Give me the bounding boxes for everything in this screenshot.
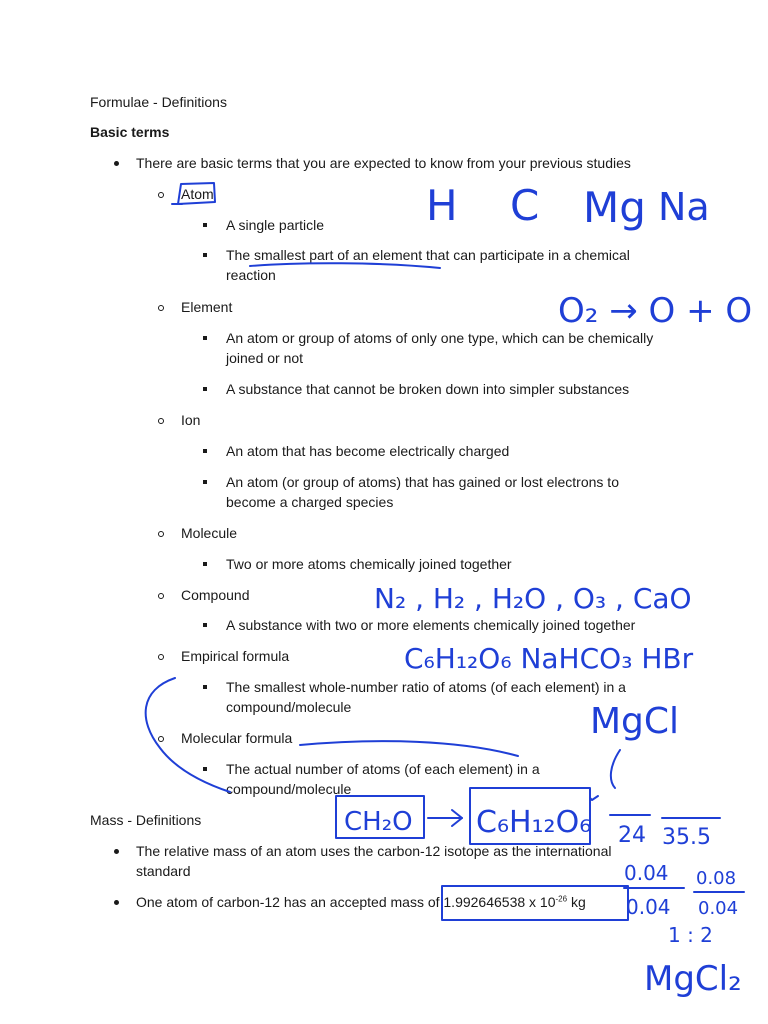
- term-compound: Compound: [181, 587, 250, 603]
- ink-ratio: 1 : 2: [668, 923, 713, 947]
- bullet-circle: [158, 531, 164, 537]
- ink-symbol-mg: Mg: [583, 183, 646, 232]
- term-empirical-formula: Empirical formula: [181, 648, 290, 664]
- ink-symbol-c: C: [510, 181, 540, 230]
- bullet-circle: [158, 736, 164, 742]
- bullet-disc: [114, 161, 119, 166]
- ink-calc-008: 0.08: [696, 868, 737, 889]
- atom-def-2-underlined: smallest part of an element: [254, 247, 423, 263]
- ion-def-2: An atom (or group of atoms) that has gained or lost electrons to become a charged species: [226, 474, 619, 510]
- empirical-def-1: The smallest whole-number ratio of atoms (of each element) in a compound/molecule: [226, 679, 626, 715]
- bullet-circle: [158, 192, 164, 198]
- ion-def-1: An atom that has become electrically charged: [226, 443, 510, 459]
- term-molecule: Molecule: [181, 525, 238, 541]
- ink-mgcl: MgCl: [590, 701, 680, 742]
- element-def-2: A substance that cannot be broken down into simpler substances: [226, 381, 630, 397]
- ink-result: MgCl₂: [644, 959, 742, 999]
- bullet-square: [203, 480, 207, 484]
- bullet-circle: [158, 305, 164, 311]
- mass-def-2: One atom of carbon-12 has an accepted mass of 1.992646538 x $10^{-26}$ kg: [136, 894, 586, 910]
- bullet-square: [203, 223, 207, 227]
- bullet-square: [203, 767, 207, 771]
- ink-symbol-h: H: [426, 181, 458, 230]
- ink-molecular-example: C₆H₁₂O₆: [476, 805, 592, 840]
- bullet-square: [203, 562, 207, 566]
- bullet-square: [203, 449, 207, 453]
- ink-calc-004b: 0.04: [626, 895, 671, 919]
- bullet-circle: [158, 593, 164, 599]
- ink-examples-row1: N₂ , H₂ , H₂O , O₃ , CaO: [374, 582, 692, 615]
- atom-def-1: A single particle: [226, 217, 325, 233]
- bullet-square: [203, 253, 207, 257]
- bullet-square: [203, 685, 207, 689]
- bullet-disc: [114, 900, 119, 905]
- bullet-circle: [158, 654, 164, 660]
- bullet-square: [203, 387, 207, 391]
- mass-def-1: The relative mass of an atom uses the carbon-12 isotope as the international standard: [136, 843, 612, 879]
- bullet-square: [203, 336, 207, 340]
- ink-calc-355: 35.5: [662, 825, 711, 850]
- intro-text: There are basic terms that you are expected to know from your previous studies: [136, 155, 631, 171]
- ink-mark: [590, 796, 598, 800]
- ink-box-ch2o: [336, 796, 424, 838]
- bullet-circle: [158, 418, 164, 424]
- ink-arrow-down: [611, 750, 620, 788]
- bullet-disc: [114, 849, 119, 854]
- heading-basic-terms: Basic terms: [90, 124, 170, 140]
- ink-calc-24: 24: [618, 823, 646, 848]
- ink-calc-004a: 0.04: [624, 861, 669, 885]
- term-atom: Atom: [181, 186, 214, 202]
- bullet-square: [203, 623, 207, 627]
- ink-reaction: O₂ → O + O: [558, 291, 753, 331]
- ink-empirical-example: CH₂O: [344, 807, 413, 837]
- ink-symbol-na: Na: [658, 185, 710, 229]
- term-element: Element: [181, 299, 233, 315]
- ink-curve-arrow: [300, 741, 518, 756]
- term-molecular-formula: Molecular formula: [181, 730, 293, 746]
- ink-arrowhead: [452, 810, 462, 826]
- term-ion: Ion: [181, 412, 201, 428]
- ink-calc-004c: 0.04: [698, 898, 739, 919]
- molecule-def-1: Two or more atoms chemically joined together: [226, 556, 512, 572]
- compound-def-1: A substance with two or more elements chemically joined together: [226, 617, 636, 633]
- atom-def-2: The smallest part of an element that can participate in a chemical reaction: [226, 247, 630, 283]
- heading-mass: Mass - Definitions: [90, 812, 202, 828]
- ink-examples-row2: C₆H₁₂O₆ NaHCO₃ HBr: [404, 642, 694, 675]
- heading-formulae: Formulae - Definitions: [90, 94, 227, 110]
- molecular-def-1: The actual number of atoms (of each element) in a compound/molecule: [226, 761, 540, 797]
- element-def-1: An atom or group of atoms of only one type, which can be chemically joined or not: [226, 330, 654, 366]
